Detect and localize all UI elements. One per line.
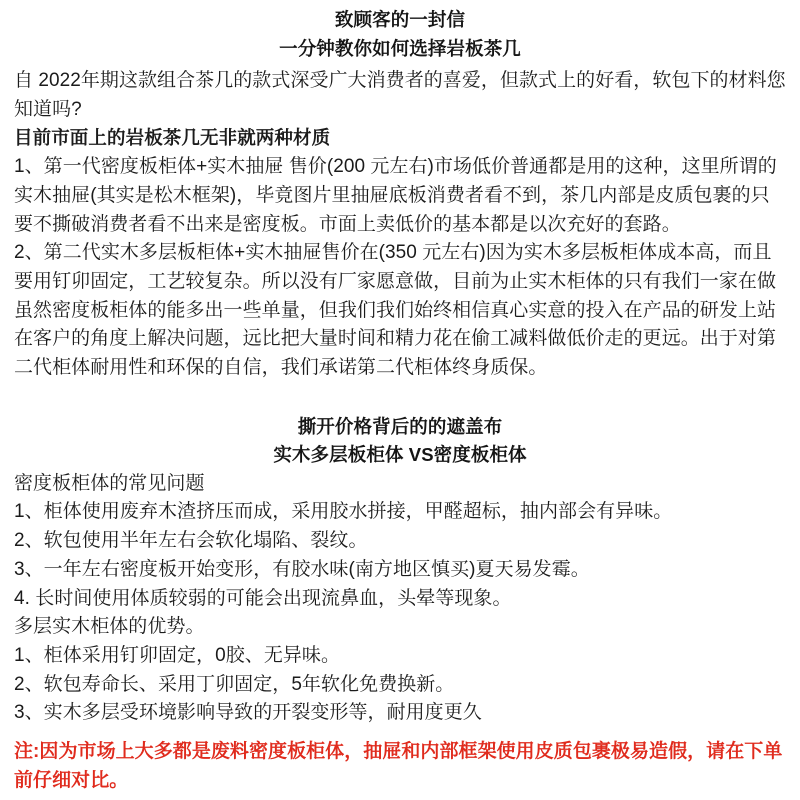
- page-title-line-2: 一分钟教你如何选择岩板茶几: [279, 37, 521, 59]
- mdf-problem-item-1: 1、柜体使用废弃木渣挤压而成，采用胶水拼接，甲醛超标，抽内部会有异味。: [14, 501, 673, 523]
- mdf-problem-item-2: 2、软包使用半年左右会软化塌陷、裂纹。: [14, 530, 368, 552]
- plywood-advantage-item-3: 3、实木多层受环境影响导致的开裂变形等，耐用度更久: [14, 702, 482, 724]
- materials-heading: 目前市面上的岩板茶几无非就两种材质: [14, 127, 331, 149]
- mdf-problems-subhead: 密度板柜体的常见问题: [14, 472, 205, 494]
- mdf-problem-item-3: 3、一年左右密度板开始变形，有胶水味(南方地区慎买)夏天易发霉。: [14, 558, 590, 580]
- notice-spacer: [14, 728, 786, 737]
- plywood-advantage-item-2: 2、软包寿命长、采用丁卯固定，5年软化免费换新。: [14, 673, 455, 695]
- warning-notice: 注:因为市场上大多都是废料密度板柜体，抽屉和内部框架使用皮质包裹极易造假，请在下单前仔细对比。: [14, 741, 783, 792]
- plywood-advantages-subhead: 多层实木柜体的优势。: [14, 616, 205, 638]
- comparison-title-line-2: 实木多层板柜体 VS密度板柜体: [273, 444, 527, 466]
- plywood-advantage-item-1: 1、柜体采用钉卯固定，0胶、无异味。: [14, 644, 341, 666]
- material-item-2: 2、第二代实木多层板柜体+实木抽屉售价在(350 元左右)因为实木多层板柜体成本高，而且要用钉卯固定，工艺较复杂。所以没有厂家愿意做，目前为止实木柜体的只有我们一家在做虽然密度板柜体的能多出一些单量，但我们我们始终相信真心实意的投入在产品的研发上站在客户的角度上解决问题，远比把大量时间和精力花在偷工减料做低价走的更远。出于对第二代柜体耐用性和环保的自信，我们承诺第二代柜体终身质保。: [14, 242, 777, 379]
- comparison-title-line-1: 撕开价格背后的的遮盖布: [297, 415, 503, 437]
- page-title-line-1: 致顾客的一封信: [334, 9, 466, 30]
- intro-paragraph: 自 2022年期这款组合茶几的款式深受广大消费者的喜爱，但款式上的好看，软包下的材料您知道吗?: [14, 70, 786, 120]
- page-title: [14, 6, 786, 63]
- comparison-title: [14, 413, 786, 470]
- material-item-1: 1、第一代密度板柜体+实木抽屉 售价(200 元左右)市场低价普通都是用的这种，这里所谓的实木抽屉(其实是松木框架)，毕竟图片里抽屉底板消费者看不到，茶几内部是皮质包裹的只要不撕破消费者看不出来是密度板。市面上卖低价的基本都是以次充好的套路。: [14, 156, 777, 235]
- mdf-problem-item-4: 4. 长时间使用体质较弱的可能会出现流鼻血，头晕等现象。: [14, 587, 512, 609]
